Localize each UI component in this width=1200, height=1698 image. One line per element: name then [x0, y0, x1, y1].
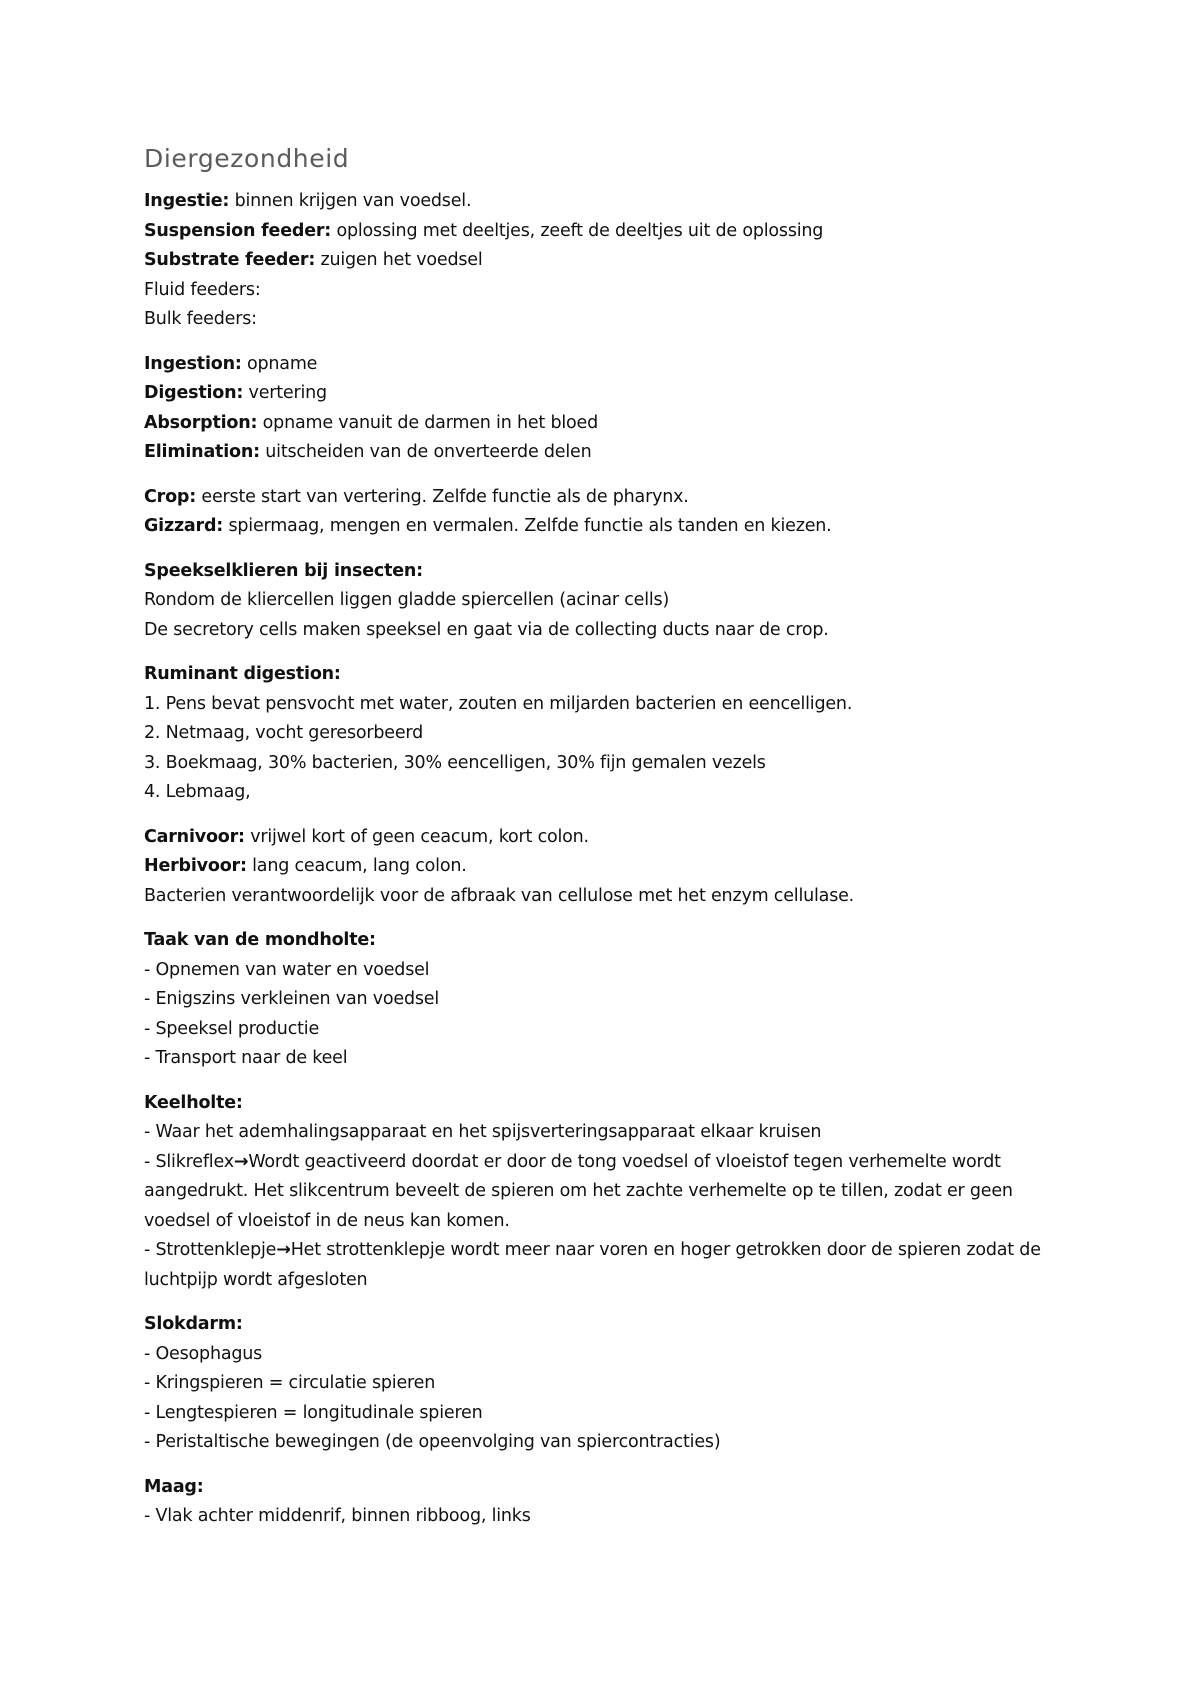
note-term: Carnivoor:	[144, 826, 245, 847]
note-line	[144, 1399, 1074, 1429]
note-term: Digestion:	[144, 383, 244, 403]
note-line	[144, 1369, 1074, 1399]
note-text: eerste start van vertering. Zelfde functie als de pharynx.	[196, 486, 689, 507]
note-line	[144, 1044, 1074, 1074]
note-term: Keelholte:	[144, 1092, 243, 1113]
note-term: Substrate feeder:	[144, 250, 316, 270]
note-text: - Strottenklepje	[144, 1240, 277, 1260]
note-term: Taak van de mondholte:	[144, 930, 376, 950]
note-line	[144, 557, 1074, 587]
note-line	[144, 379, 1074, 409]
note-section	[144, 350, 1074, 468]
note-text: - Opnemen van water en voedsel	[144, 959, 430, 980]
note-section	[144, 823, 1074, 912]
note-text: - Peristaltische bewegingen (de opeenvolging van spiercontracties)	[144, 1432, 721, 1452]
note-line	[144, 483, 1074, 513]
note-text: spiermaag, mengen en vermalen. Zelfde functie als tanden en kiezen.	[223, 516, 832, 536]
note-term: Ruminant digestion:	[144, 664, 341, 684]
note-text: - Vlak achter middenrif, binnen ribboog, links	[144, 1506, 531, 1526]
note-line	[144, 690, 1074, 720]
note-line	[144, 1502, 1074, 1532]
note-text: - Lengtespieren = longitudinale spieren	[144, 1402, 483, 1423]
note-text: - Transport naar de keel	[144, 1048, 348, 1068]
note-text: lang ceacum, lang colon.	[246, 856, 467, 876]
note-text: - Waar het ademhalingsapparaat en het spijsverteringsapparaat elkaar kruisen	[144, 1122, 822, 1142]
arrow-icon: →	[233, 1151, 249, 1172]
note-line	[144, 1473, 1074, 1503]
note-term: Ingestion:	[144, 353, 242, 374]
note-term: Elimination:	[144, 442, 260, 462]
note-line	[144, 187, 1074, 217]
note-text: - Slikreflex	[144, 1151, 234, 1172]
note-line	[144, 246, 1074, 276]
note-line	[144, 852, 1074, 882]
note-text-continued: Het strottenklepje wordt meer naar voren en hoger getrokken door de spieren zodat de luchtpijp wordt afgesloten	[144, 1240, 1041, 1290]
note-text: binnen krijgen van voedsel.	[229, 191, 472, 211]
note-text: Fluid feeders:	[144, 279, 261, 300]
note-section	[144, 1310, 1074, 1458]
note-term: Gizzard:	[144, 516, 224, 536]
note-term: Maag:	[144, 1476, 204, 1497]
note-line	[144, 1089, 1074, 1119]
note-line	[144, 882, 1074, 912]
note-text: Bulk feeders:	[144, 309, 257, 329]
note-term: Slokdarm:	[144, 1314, 243, 1334]
document-sections	[144, 187, 1074, 1532]
note-section	[144, 926, 1074, 1074]
note-line	[144, 217, 1074, 247]
note-text: - Oesophagus	[144, 1343, 263, 1364]
note-line	[144, 409, 1074, 439]
note-text: Bacterien verantwoordelijk voor de afbraak van cellulose met het enzym cellulase.	[144, 885, 855, 906]
note-line	[144, 1236, 1074, 1295]
note-line	[144, 1118, 1074, 1148]
note-text: - Enigszins verkleinen van voedsel	[144, 989, 440, 1009]
note-term: Crop:	[144, 486, 197, 507]
note-text: 2. Netmaag, vocht geresorbeerd	[144, 723, 424, 743]
note-term: Ingestie:	[144, 191, 230, 211]
note-line	[144, 586, 1074, 616]
note-text: De secretory cells maken speeksel en gaat via de collecting ducts naar de crop.	[144, 619, 829, 640]
note-line	[144, 719, 1074, 749]
note-section	[144, 1089, 1074, 1296]
note-text: 3. Boekmaag, 30% bacterien, 30% eencelligen, 30% fijn gemalen vezels	[144, 752, 766, 773]
note-text: oplossing met deeltjes, zeeft de deeltjes uit de oplossing	[331, 220, 824, 241]
arrow-icon: →	[276, 1240, 291, 1260]
note-line	[144, 276, 1074, 306]
note-line	[144, 305, 1074, 335]
note-section	[144, 483, 1074, 542]
note-line	[144, 985, 1074, 1015]
note-line	[144, 926, 1074, 956]
note-text: zuigen het voedsel	[315, 250, 483, 270]
note-line	[144, 1148, 1074, 1237]
note-section	[144, 660, 1074, 808]
note-text: vertering	[243, 383, 327, 403]
note-text: 4. Lebmaag,	[144, 782, 251, 802]
note-text: - Speeksel productie	[144, 1018, 320, 1039]
note-term: Herbivoor:	[144, 856, 247, 876]
note-line	[144, 823, 1074, 853]
note-line	[144, 1310, 1074, 1340]
note-text: vrijwel kort of geen ceacum, kort colon.	[244, 826, 589, 847]
note-text: opname vanuit de darmen in het bloed	[257, 412, 599, 433]
note-section	[144, 557, 1074, 646]
note-line	[144, 1015, 1074, 1045]
note-term: Suspension feeder:	[144, 220, 332, 241]
note-section	[144, 1473, 1074, 1532]
note-line	[144, 350, 1074, 380]
note-line	[144, 616, 1074, 646]
note-section	[144, 187, 1074, 335]
note-line	[144, 660, 1074, 690]
note-text: 1. Pens bevat pensvocht met water, zouten en miljarden bacterien en eencelligen.	[144, 693, 853, 714]
document-title: Diergezondheid	[144, 144, 350, 173]
note-line	[144, 778, 1074, 808]
note-line	[144, 1428, 1074, 1458]
note-line	[144, 438, 1074, 468]
note-line	[144, 512, 1074, 542]
note-line	[144, 749, 1074, 779]
note-term: Absorption:	[144, 412, 258, 433]
note-text: - Kringspieren = circulatie spieren	[144, 1373, 436, 1393]
document-body	[144, 142, 1074, 1547]
note-term: Speekselklieren bij insecten:	[144, 560, 423, 581]
note-text: Rondom de kliercellen liggen gladde spiercellen (acinar cells)	[144, 590, 670, 610]
note-text: uitscheiden van de onverteerde delen	[259, 442, 592, 462]
note-line	[144, 1340, 1074, 1370]
note-text: opname	[241, 353, 318, 374]
note-text-continued: Wordt geactiveerd doordat er door de tong voedsel of vloeistof tegen verhemelte wordt aangedrukt. Het slikcentrum beveelt de spieren om het zachte verhemelte op te tillen, zodat er geen voedsel of vloeistof in de neus kan komen.	[144, 1151, 1013, 1231]
note-line	[144, 956, 1074, 986]
